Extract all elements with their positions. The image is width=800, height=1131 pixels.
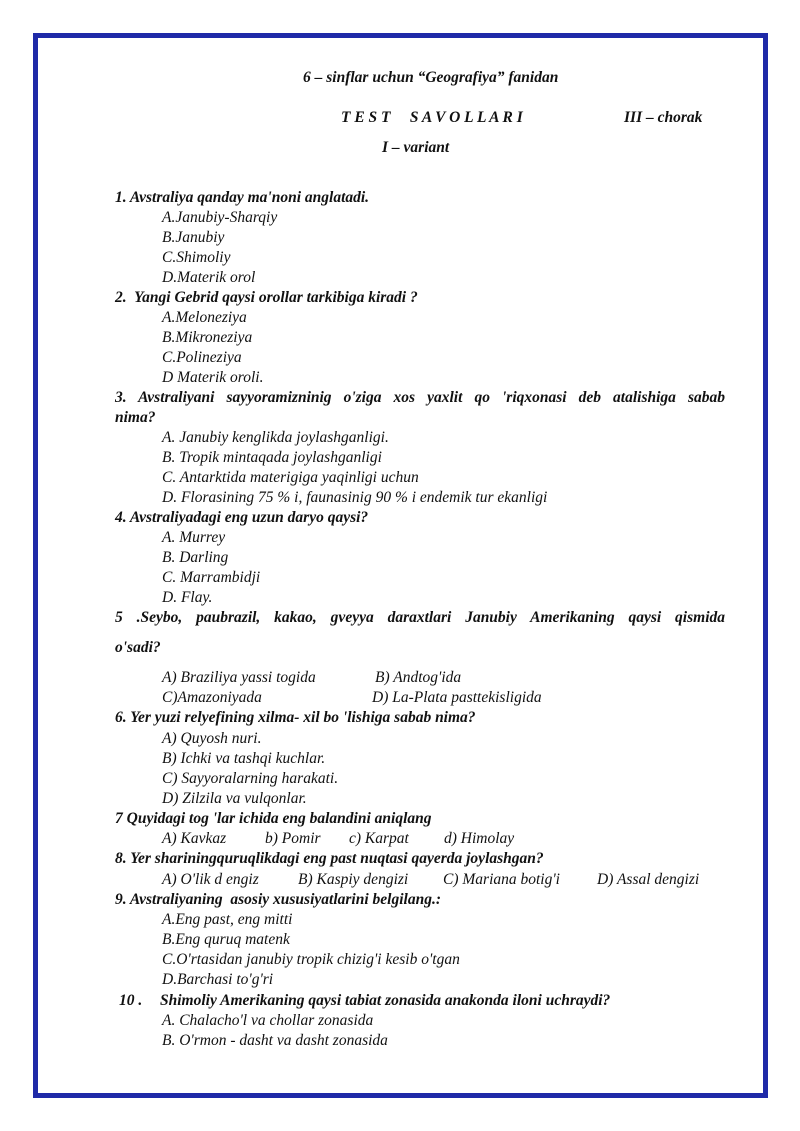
option-10a: A. Chalacho'l va chollar zonasida [162, 1012, 374, 1029]
option-8a: A) O'lik d engiz [162, 871, 259, 888]
option-3b: B. Tropik mintaqada joylashganligi [162, 449, 382, 466]
variant-label: I – variant [382, 139, 450, 156]
option-6d: D) Zilzila va vulqonlar. [162, 790, 307, 807]
question-8: 8. Yer shariningquruqlikdagi eng past nuqtasi qayerda joylashgan? [115, 850, 544, 867]
option-9a: A.Eng past, eng mitti [162, 911, 293, 928]
option-8b: B) Kaspiy dengizi [298, 871, 409, 888]
question-1: 1. Avstraliya qanday ma'noni anglatadi. [115, 189, 370, 206]
option-4a: A. Murrey [162, 529, 226, 546]
option-4c: C. Marrambidji [162, 569, 261, 586]
option-2c: C.Polineziya [162, 349, 242, 366]
question-10: Shimoliy Amerikaning qaysi tabiat zonasida anakonda iloni uchraydi? [160, 992, 611, 1009]
option-7b: b) Pomir [265, 830, 321, 847]
option-6c: C) Sayyoralarning harakati. [162, 770, 339, 787]
option-8d: D) Assal dengizi [597, 871, 700, 888]
option-1a: A.Janubiy-Sharqiy [162, 209, 278, 226]
option-5b: B) Andtog'ida [375, 669, 462, 686]
option-3d: D. Florasining 75 % i, faunasinig 90 % i endemik tur ekanligi [162, 489, 548, 506]
option-4b: B. Darling [162, 549, 229, 566]
option-2b: B.Mikroneziya [162, 329, 253, 346]
option-7c: c) Karpat [349, 830, 409, 847]
test-title: T E S T S A V O L L A R I [341, 109, 523, 126]
option-7d: d) Himolay [444, 830, 515, 847]
option-10b: B. O'rmon - dasht va dasht zonasida [162, 1032, 388, 1049]
option-1c: C.Shimoliy [162, 249, 231, 266]
question-4: 4. Avstraliyadagi eng uzun daryo qaysi? [115, 509, 369, 526]
option-7a: A) Kavkaz [162, 830, 227, 847]
subject-heading: 6 – sinflar uchun “Geografiya” fanidan [303, 69, 559, 86]
option-5a: A) Braziliya yassi togida [162, 669, 316, 686]
option-5c: C)Amazoniyada [162, 689, 262, 706]
question-6: 6. Yer yuzi relyefining xilma- xil bo 'lishiga sabab nima? [115, 709, 476, 726]
option-9b: B.Eng quruq matenk [162, 931, 290, 948]
term-label: III – chorak [624, 109, 703, 126]
option-9d: D.Barchasi to'g'ri [162, 971, 274, 988]
question-3-line2: nima? [115, 409, 156, 426]
option-5d: D) La-Plata pasttekisligida [372, 689, 542, 706]
option-9c: C.O'rtasidan janubiy tropik chizig'i kesib o'tgan [162, 951, 460, 968]
option-2a: A.Meloneziya [162, 309, 247, 326]
question-5-line1: 5 .Seybo, paubrazil, kakao, gveyya daraxtlari Janubiy Amerikaning qaysi qismida [115, 609, 725, 626]
question-9: 9. Avstraliyaning asosiy xususiyatlarini belgilang.: [115, 891, 441, 908]
question-2: 2. Yangi Gebrid qaysi orollar tarkibiga kiradi ? [115, 289, 418, 306]
question-10-number: 10 . [119, 992, 143, 1009]
option-2d: D Materik oroli. [162, 369, 264, 386]
option-6b: B) Ichki va tashqi kuchlar. [162, 750, 326, 767]
option-3a: A. Janubiy kenglikda joylashganligi. [162, 429, 389, 446]
option-4d: D. Flay. [162, 589, 213, 606]
option-1b: B.Janubiy [162, 229, 225, 246]
option-1d: D.Materik orol [162, 269, 256, 286]
question-7: 7 Quyidagi tog 'lar ichida eng balandini aniqlang [115, 810, 432, 827]
option-6a: A) Quyosh nuri. [162, 730, 262, 747]
option-3c: C. Antarktida materigiga yaqinligi uchun [162, 469, 419, 486]
option-8c: C) Mariana botig'i [443, 871, 560, 888]
question-5-line2: o'sadi? [115, 639, 161, 656]
question-3-line1: 3. Avstraliyani sayyoramizninig o'ziga xos yaxlit qo 'riqxonasi deb atalishiga sabab [115, 389, 725, 406]
